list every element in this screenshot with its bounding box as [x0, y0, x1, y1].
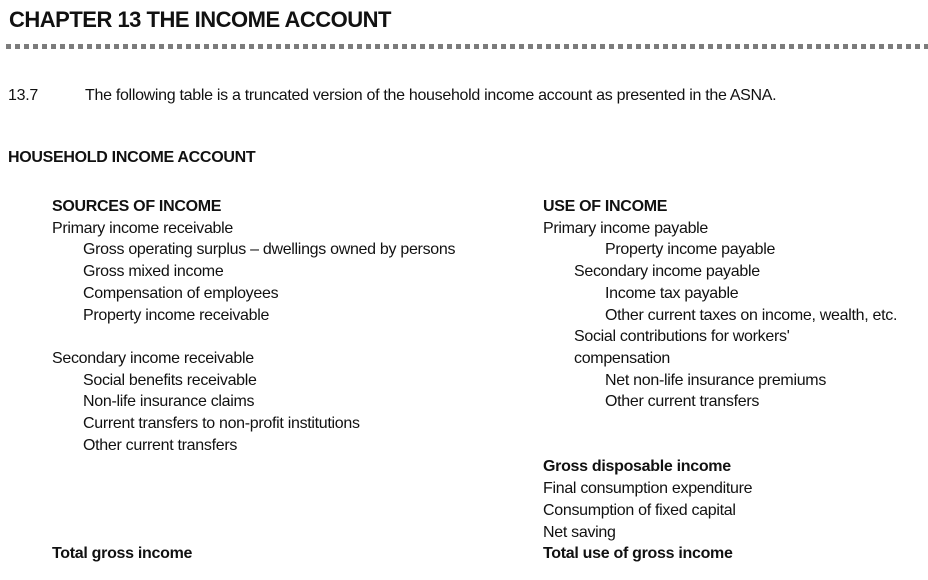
table-row — [52, 218, 928, 240]
table-row — [52, 478, 928, 500]
left-cell: Other current transfers — [83, 436, 238, 454]
table-row — [52, 500, 928, 522]
left-cell: Gross mixed income — [83, 263, 224, 281]
table-row — [52, 391, 928, 413]
right-cell: Primary income payable — [543, 219, 709, 237]
table-row — [52, 348, 928, 370]
table-row-totals — [52, 543, 928, 565]
right-cell: Property income payable — [605, 241, 776, 259]
right-cell: Net non-life insurance premiums — [605, 371, 827, 389]
left-cell: Non-life insurance claims — [83, 393, 255, 411]
right-cell: Income tax payable — [605, 284, 739, 302]
left-cell: Secondary income receivable — [52, 349, 254, 367]
left-cell: Current transfers to non-profit institutions — [83, 415, 360, 433]
right-cell: compensation — [574, 349, 671, 367]
use-of-income-header: USE OF INCOME — [543, 198, 668, 215]
paragraph-13-7 — [8, 87, 776, 105]
left-cell: Property income receivable — [83, 306, 270, 324]
table-row-headers — [52, 196, 928, 218]
table-row — [52, 413, 928, 435]
right-cell: Secondary income payable — [574, 263, 760, 281]
total-use-of-gross-income-cell: Total use of gross income — [543, 545, 733, 563]
left-cell: Primary income receivable — [52, 219, 234, 237]
paragraph-text: The following table is a truncated version of the household income account as presented in the ASNA. — [85, 87, 777, 104]
right-cell: Final consumption expenditure — [543, 480, 753, 498]
table-row — [52, 305, 928, 327]
left-cell: Gross operating surplus – dwellings owned by persons — [83, 241, 456, 259]
left-cell — [52, 522, 543, 544]
table-row — [52, 435, 928, 457]
right-cell: Other current transfers — [605, 393, 760, 411]
total-gross-income-cell: Total gross income — [52, 545, 193, 563]
chapter-title: CHAPTER 13 THE INCOME ACCOUNT — [9, 7, 391, 32]
right-cell — [574, 413, 928, 435]
table-row — [52, 456, 928, 478]
dotted-divider — [6, 44, 928, 49]
right-cell: Consumption of fixed capital — [543, 501, 736, 519]
table-row — [52, 326, 928, 348]
right-cell — [574, 435, 928, 457]
left-cell: Compensation of employees — [83, 284, 279, 302]
left-cell: Social benefits receivable — [83, 371, 257, 389]
sources-of-income-header: SOURCES OF INCOME — [52, 198, 222, 215]
table-row — [52, 261, 928, 283]
left-cell — [52, 500, 543, 522]
right-cell: Net saving — [543, 523, 616, 541]
income-account-table — [52, 196, 928, 565]
gross-disposable-income-cell: Gross disposable income — [543, 458, 731, 476]
table-row — [52, 370, 928, 392]
table-row — [52, 239, 928, 261]
paragraph-number: 13.7 — [8, 87, 38, 104]
left-cell — [52, 456, 543, 478]
right-cell: Social contributions for workers' — [574, 328, 790, 346]
right-cell: Other current taxes on income, wealth, etc. — [605, 306, 898, 324]
table-row — [52, 283, 928, 305]
left-cell — [52, 478, 543, 500]
table-row — [52, 522, 928, 544]
left-cell — [52, 326, 543, 348]
account-heading: HOUSEHOLD INCOME ACCOUNT — [8, 149, 256, 166]
